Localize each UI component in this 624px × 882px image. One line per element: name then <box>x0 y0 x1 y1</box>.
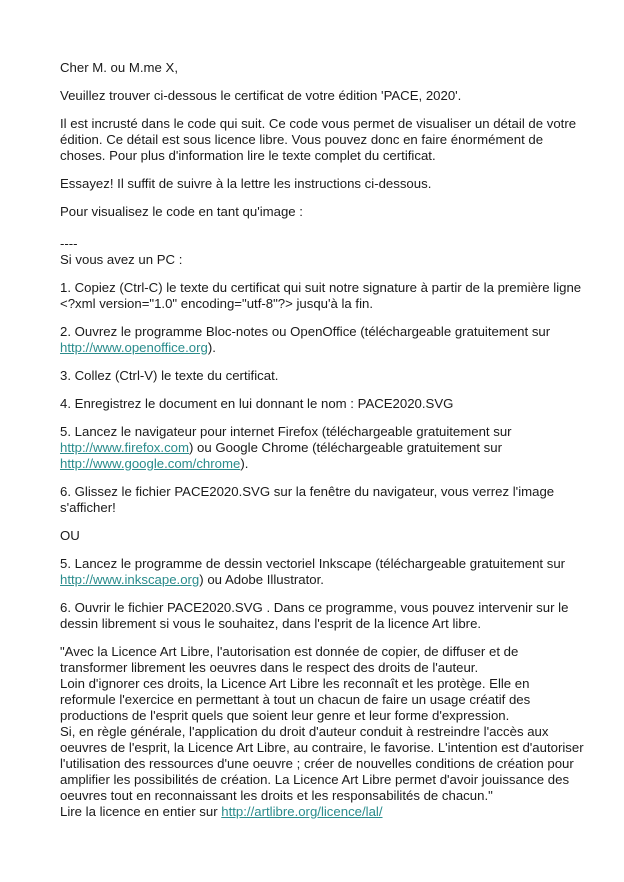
text-fragment: ). <box>240 456 249 471</box>
embedded-paragraph <box>60 116 594 164</box>
text-line: 6. Glissez le fichier PACE2020.SVG sur la fenêtre du navigateur, vous verrez l'image <box>60 484 555 499</box>
firefox-link[interactable]: http://www.firefox.com <box>60 440 189 455</box>
text-fragment: ) ou Adobe Illustrator. <box>199 572 324 587</box>
text-line: dessin librement si vous le souhaitez, dans l'esprit de la licence Art libre. <box>60 616 482 631</box>
text-fragment: ). <box>207 340 216 355</box>
text-line: 5. Lancez le programme de dessin vectoriel Inkscape (téléchargeable gratuitement sur <box>60 556 566 571</box>
intro-paragraph: Veuillez trouver ci-dessous le certificat de votre édition 'PACE, 2020'. <box>60 88 462 103</box>
text-line: choses. Pour plus d'information lire le texte complet du certificat. <box>60 148 436 163</box>
text-line: Il est incrusté dans le code qui suit. Ce code vous permet de visualiser un détail de votre <box>60 116 577 131</box>
text-line: 2. Ouvrez le programme Bloc-notes ou OpenOffice (téléchargeable gratuitement sur <box>60 324 551 339</box>
step-2 <box>60 324 594 356</box>
step-4: 4. Enregistrez le document en lui donnant le nom : PACE2020.SVG <box>60 396 454 411</box>
try-paragraph: Essayez! Il suffit de suivre à la lettre les instructions ci-dessous. <box>60 176 432 191</box>
text-line: 1. Copiez (Ctrl-C) le texte du certificat qui suit notre signature à partir de la première ligne <box>60 280 582 295</box>
step-1 <box>60 280 594 312</box>
step-6 <box>60 484 594 516</box>
alt-step-6 <box>60 600 594 632</box>
licence-quote <box>60 644 594 820</box>
pc-heading: Si vous avez un PC : <box>60 252 183 267</box>
or-separator: OU <box>60 528 80 543</box>
text-line: 5. Lancez le navigateur pour internet Firefox (téléchargeable gratuitement sur <box>60 424 512 439</box>
text-line: "Avec la Licence Art Libre, l'autorisation est donnée de copier, de diffuser et de <box>60 644 519 659</box>
text-line: l'utilisation des ressources d'une oeuvre ; créer de nouvelles conditions de création pour <box>60 756 574 771</box>
text-fragment: ) ou Google Chrome (téléchargeable gratuitement sur <box>188 440 502 455</box>
separator: ---- <box>60 236 78 251</box>
text-line: productions de l'esprit quels que soient leur genre et leur forme d'expression. <box>60 708 510 723</box>
text-line: oeuvres de l'esprit, la Licence Art Libre, au contraire, le favorise. L'intention est d'autoriser <box>60 740 584 755</box>
text-line: Loin d'ignorer ces droits, la Licence Art Libre les reconnaît et les protège. Elle en <box>60 676 530 691</box>
read-more-text: Lire la licence en entier sur <box>60 804 222 819</box>
text-line: <?xml version="1.0" encoding="utf-8"?> jusqu'à la fin. <box>60 296 374 311</box>
text-line: transformer librement les oeuvres dans le respect des droits de l'auteur. <box>60 660 479 675</box>
openoffice-link[interactable]: http://www.openoffice.org <box>60 340 208 355</box>
alt-step-5 <box>60 556 594 588</box>
text-line: 6. Ouvrir le fichier PACE2020.SVG . Dans ce programme, vous pouvez intervenir sur le <box>60 600 569 615</box>
text-line: reformule l'exercice en permettant à tout un chacun de faire un usage créatif des <box>60 692 531 707</box>
text-line: édition. Ce détail est sous licence libre. Vous pouvez donc en faire énormément de <box>60 132 544 147</box>
text-line: amplifier les possibilités de création. La Licence Art Libre permet d'avoir jouissance des <box>60 772 570 787</box>
text-line: s'afficher! <box>60 500 116 515</box>
greeting: Cher M. ou M.me X, <box>60 60 178 75</box>
licence-link[interactable]: http://artlibre.org/licence/lal/ <box>221 804 383 819</box>
chrome-link[interactable]: http://www.google.com/chrome <box>60 456 241 471</box>
text-line: Si, en règle générale, l'application du droit d'auteur conduit à restreindre l'accès aux <box>60 724 549 739</box>
step-3: 3. Collez (Ctrl-V) le texte du certificat. <box>60 368 279 383</box>
text-line: oeuvres tout en reconnaissant les droits et les responsabilités de chacun." <box>60 788 493 803</box>
inkscape-link[interactable]: http://www.inkscape.org <box>60 572 200 587</box>
step-5 <box>60 424 594 472</box>
view-heading: Pour visualisez le code en tant qu'image : <box>60 204 303 219</box>
